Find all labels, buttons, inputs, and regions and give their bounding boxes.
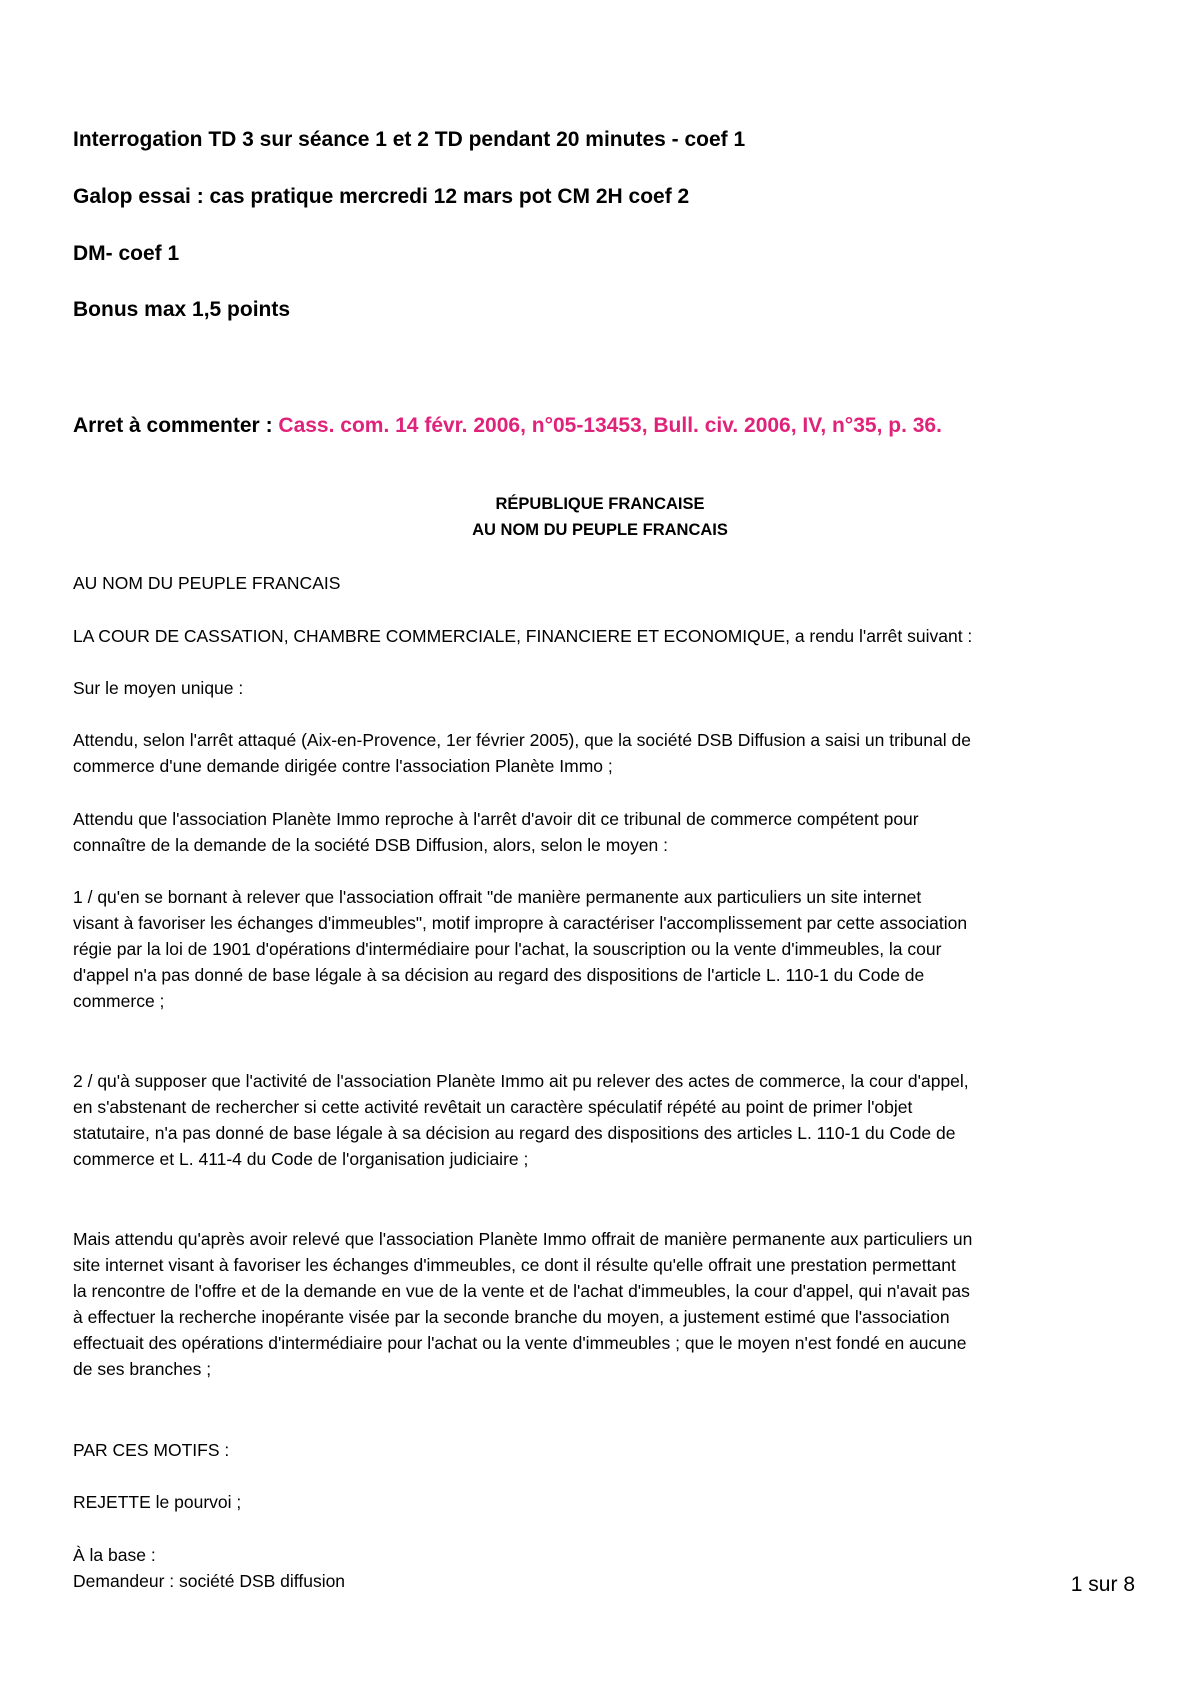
paragraph-moyen-2 <box>73 1068 1133 1172</box>
paragraph-line: 1 / qu'en se bornant à relever que l'association offrait "de manière permanente aux particuliers un site internet <box>73 887 922 907</box>
paragraph-line: statutaire, n'a pas donné de base légale à sa décision au regard des dispositions des articles L. 110-1 du Code de <box>73 1123 956 1143</box>
arret-line <box>73 413 942 439</box>
paragraph-line: commerce et L. 411-4 du Code de l'organisation judiciaire ; <box>73 1149 529 1169</box>
paragraph-line: Attendu que l'association Planète Immo reproche à l'arrêt d'avoir dit ce tribunal de commerce compétent pour <box>73 809 919 829</box>
paragraph-attendu-2 <box>73 806 1133 858</box>
paragraph-line: en s'abstenant de rechercher si cette activité revêtait un caractère spéculatif répété au point de primer l'objet <box>73 1097 913 1117</box>
paragraph-line: visant à favoriser les échanges d'immeubles", motif impropre à caractériser l'accomplissement par cette association <box>73 913 968 933</box>
ruling-title-republique: RÉPUBLIQUE FRANCAISE <box>495 495 705 513</box>
paragraph-line: Attendu, selon l'arrêt attaqué (Aix-en-Provence, 1er février 2005), que la société DSB Diffusion a saisi un tribunal de <box>73 730 971 750</box>
ruling-demandeur: Demandeur : société DSB diffusion <box>73 1571 346 1591</box>
ruling-motifs: PAR CES MOTIFS : <box>73 1440 230 1460</box>
paragraph-line: la rencontre de l'offre et de la demande en vue de la vente et de l'achat d'immeubles, la cour d'appel, qui n'avait pas <box>73 1281 970 1301</box>
paragraph-line: d'appel n'a pas donné de base légale à sa décision au regard des dispositions de l'article L. 110-1 du Code de <box>73 965 925 985</box>
paragraph-moyen-1 <box>73 884 1133 1014</box>
paragraph-line: commerce ; <box>73 991 165 1011</box>
paragraph-line: à effectuer la recherche inopérante visée par la seconde branche du moyen, a justement estimé que l'association <box>73 1307 950 1327</box>
paragraph-line: Mais attendu qu'après avoir relevé que l'association Planète Immo offrait de manière permanente aux particuliers un <box>73 1229 973 1249</box>
paragraph-line: 2 / qu'à supposer que l'activité de l'association Planète Immo ait pu relever des actes de commerce, la cour d'appel, <box>73 1071 969 1091</box>
ruling-cour-line: LA COUR DE CASSATION, CHAMBRE COMMERCIALE, FINANCIERE ET ECONOMIQUE, a rendu l'arrêt suivant : <box>73 626 973 646</box>
header-galop: Galop essai : cas pratique mercredi 12 mars pot CM 2H coef 2 <box>73 185 690 208</box>
ruling-moyen-line: Sur le moyen unique : <box>73 678 244 698</box>
arret-label: Arret à commenter : <box>73 414 279 437</box>
paragraph-mais-attendu <box>73 1226 1133 1382</box>
ruling-nom-line: AU NOM DU PEUPLE FRANCAIS <box>73 573 341 593</box>
ruling-rejette: REJETTE le pourvoi ; <box>73 1492 242 1512</box>
ruling-base-label: À la base : <box>73 1545 156 1565</box>
paragraph-line: régie par la loi de 1901 d'opérations d'intermédiaire pour l'achat, la souscription ou la vente d'immeubles, la cour <box>73 939 942 959</box>
arret-reference: Cass. com. 14 févr. 2006, n°05-13453, Bull. civ. 2006, IV, n°35, p. 36. <box>278 414 942 437</box>
paragraph-line: commerce d'une demande dirigée contre l'association Planète Immo ; <box>73 756 613 776</box>
header-bonus: Bonus max 1,5 points <box>73 298 291 321</box>
header-dm: DM- coef 1 <box>73 242 180 265</box>
page-number: 1 sur 8 <box>1070 1573 1135 1596</box>
paragraph-line: de ses branches ; <box>73 1359 212 1379</box>
header-interrogation: Interrogation TD 3 sur séance 1 et 2 TD pendant 20 minutes - coef 1 <box>73 128 746 151</box>
paragraph-line: site internet visant à favoriser les échanges d'immeubles, ce dont il résulte qu'elle offrait une prestation permettant <box>73 1255 956 1275</box>
paragraph-attendu-1 <box>73 727 1133 779</box>
ruling-title-nom: AU NOM DU PEUPLE FRANCAIS <box>472 521 728 539</box>
paragraph-line: connaître de la demande de la société DSB Diffusion, alors, selon le moyen : <box>73 835 669 855</box>
paragraph-line: effectuait des opérations d'intermédiaire pour l'achat ou la vente d'immeubles ; que le moyen n'est fondé en aucune <box>73 1333 967 1353</box>
